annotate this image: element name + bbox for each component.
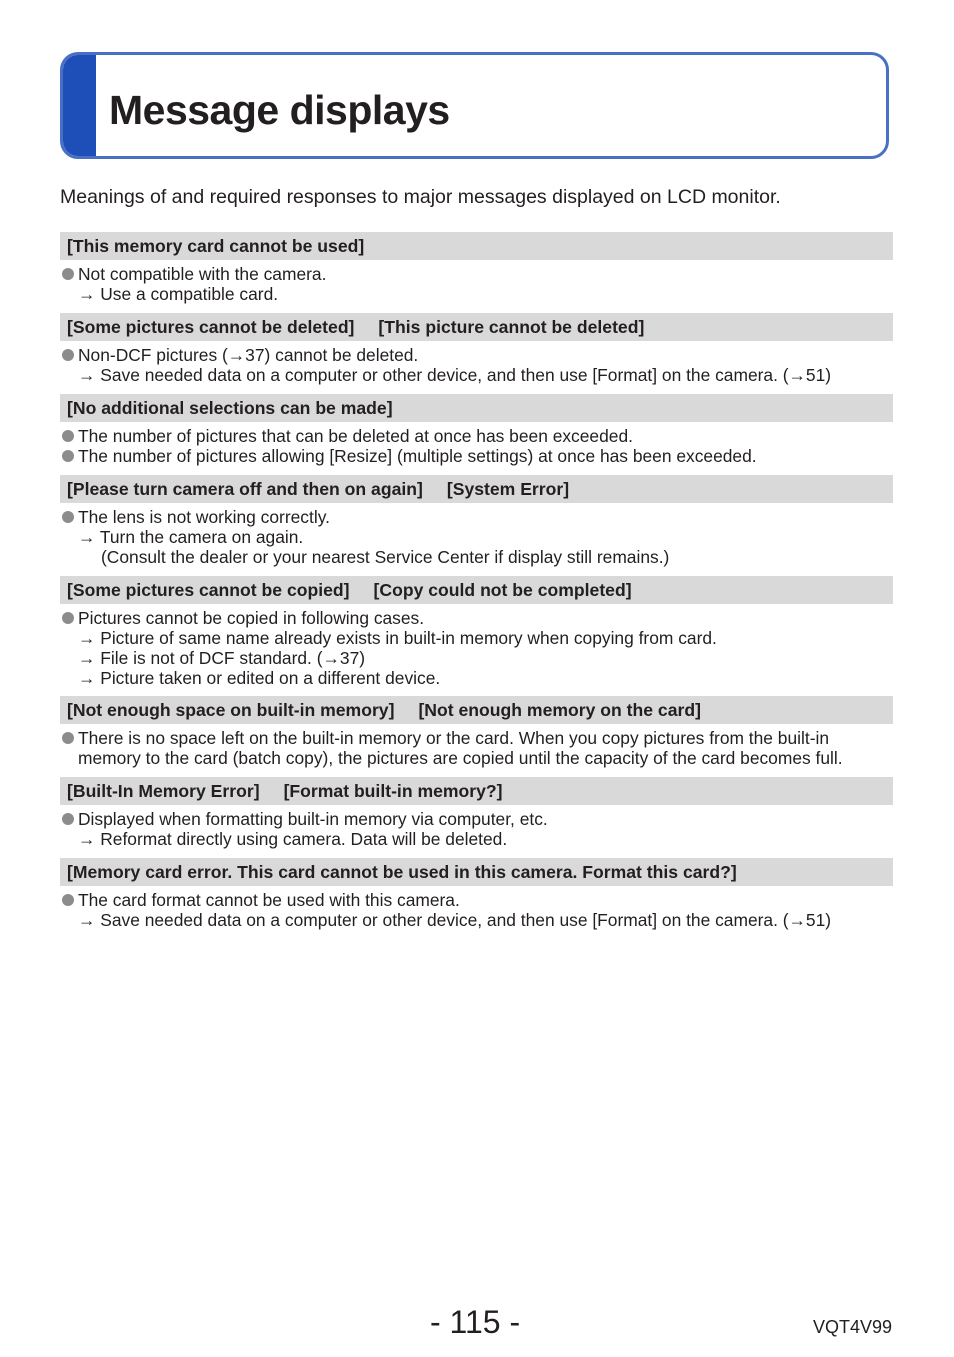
document-code: VQT4V99 bbox=[813, 1317, 893, 1337]
response-line bbox=[60, 668, 893, 688]
section-no-additional-selections bbox=[60, 394, 893, 466]
line-text: → Picture of same name already exists in built-in memory when copying from card. bbox=[78, 628, 717, 648]
bullet-icon bbox=[62, 511, 74, 523]
section-system-error bbox=[60, 475, 893, 567]
line-text: Pictures cannot be copied in following cases. bbox=[78, 608, 425, 628]
line-text: The number of pictures that can be deleted at once has been exceeded. bbox=[78, 426, 633, 446]
section-not-enough-memory bbox=[60, 696, 893, 768]
bullet-line bbox=[60, 728, 893, 748]
response-line bbox=[60, 910, 893, 930]
bullet-line bbox=[60, 345, 893, 365]
line-text: → Use a compatible card. bbox=[78, 284, 279, 304]
section-heading bbox=[60, 232, 893, 260]
bullet-icon bbox=[62, 732, 74, 744]
response-line bbox=[60, 829, 893, 849]
bullet-line bbox=[60, 809, 893, 829]
bullet-line bbox=[60, 426, 893, 446]
continuation-line bbox=[60, 748, 893, 768]
line-text: Not compatible with the camera. bbox=[78, 264, 327, 284]
page-number: - 115 - bbox=[430, 1304, 521, 1340]
section-heading bbox=[60, 394, 893, 422]
section-pictures-cannot-be-copied bbox=[60, 576, 893, 688]
section-heading bbox=[60, 313, 893, 341]
response-line bbox=[60, 628, 893, 648]
line-text: → Save needed data on a computer or other device, and then use [Format] on the camera. (→51) bbox=[78, 365, 832, 385]
line-text: → Turn the camera on again. bbox=[78, 527, 304, 547]
bullet-line bbox=[60, 446, 893, 466]
response-line bbox=[60, 527, 893, 547]
section-heading bbox=[60, 858, 893, 886]
section-heading bbox=[60, 475, 893, 503]
message-label: [Some pictures cannot be deleted] bbox=[67, 317, 355, 337]
bullet-line bbox=[60, 890, 893, 910]
line-text: → Save needed data on a computer or other device, and then use [Format] on the camera. (→51) bbox=[78, 910, 832, 930]
message-label: [This memory card cannot be used] bbox=[67, 236, 365, 256]
message-label: [Some pictures cannot be copied] bbox=[67, 580, 350, 600]
bullet-icon bbox=[62, 450, 74, 462]
intro-text: Meanings of and required responses to major messages displayed on LCD monitor. bbox=[60, 186, 781, 208]
line-text: → Reformat directly using camera. Data will be deleted. bbox=[78, 829, 508, 849]
line-text: The card format cannot be used with this camera. bbox=[78, 890, 460, 910]
section-heading bbox=[60, 696, 893, 724]
message-label: [This picture cannot be deleted] bbox=[378, 317, 645, 337]
line-text: The number of pictures allowing [Resize] (multiple settings) at once has been exceeded. bbox=[78, 446, 757, 466]
section-built-in-memory-error bbox=[60, 777, 893, 849]
response-note bbox=[60, 547, 893, 567]
section-memory-card-error bbox=[60, 858, 893, 930]
bullet-line bbox=[60, 608, 893, 628]
section-heading bbox=[60, 777, 893, 805]
response-line bbox=[60, 365, 893, 385]
message-label: [Format built-in memory?] bbox=[283, 781, 503, 801]
section-pictures-cannot-be-deleted bbox=[60, 313, 893, 385]
message-label: [Built-In Memory Error] bbox=[67, 781, 260, 801]
bullet-line bbox=[60, 507, 893, 527]
line-text: → Picture taken or edited on a different device. bbox=[78, 668, 441, 688]
response-line bbox=[60, 648, 893, 668]
message-label: [Copy could not be completed] bbox=[373, 580, 632, 600]
message-label: [No additional selections can be made] bbox=[67, 398, 393, 418]
bullet-line bbox=[60, 264, 893, 284]
line-text: memory to the card (batch copy), the pictures are copied until the capacity of the card becomes full. bbox=[78, 748, 843, 768]
title-accent-bar bbox=[63, 55, 96, 156]
message-label: [Please turn camera off and then on again] bbox=[67, 479, 423, 499]
line-text: The lens is not working correctly. bbox=[78, 507, 330, 527]
response-line bbox=[60, 284, 893, 304]
bullet-icon bbox=[62, 349, 74, 361]
bullet-icon bbox=[62, 430, 74, 442]
page-title: Message displays bbox=[109, 87, 450, 133]
message-label: [Not enough space on built-in memory] bbox=[67, 700, 395, 720]
line-text: Displayed when formatting built-in memory via computer, etc. bbox=[78, 809, 548, 829]
line-text: (Consult the dealer or your nearest Service Center if display still remains.) bbox=[101, 547, 670, 567]
title-box bbox=[60, 52, 889, 159]
section-memory-card-cannot-be-used bbox=[60, 232, 893, 304]
message-label: [System Error] bbox=[446, 479, 570, 499]
bullet-icon bbox=[62, 813, 74, 825]
message-label: [Memory card error. This card cannot be used in this camera. Format this card?] bbox=[67, 862, 737, 882]
bullet-icon bbox=[62, 894, 74, 906]
bullet-icon bbox=[62, 612, 74, 624]
message-label: [Not enough memory on the card] bbox=[418, 700, 701, 720]
line-text: There is no space left on the built-in memory or the card. When you copy pictures from the built-in bbox=[78, 728, 830, 748]
line-text: → File is not of DCF standard. (→37) bbox=[78, 648, 366, 668]
line-text: Non-DCF pictures (→37) cannot be deleted. bbox=[78, 345, 419, 365]
section-heading bbox=[60, 576, 893, 604]
bullet-icon bbox=[62, 268, 74, 280]
